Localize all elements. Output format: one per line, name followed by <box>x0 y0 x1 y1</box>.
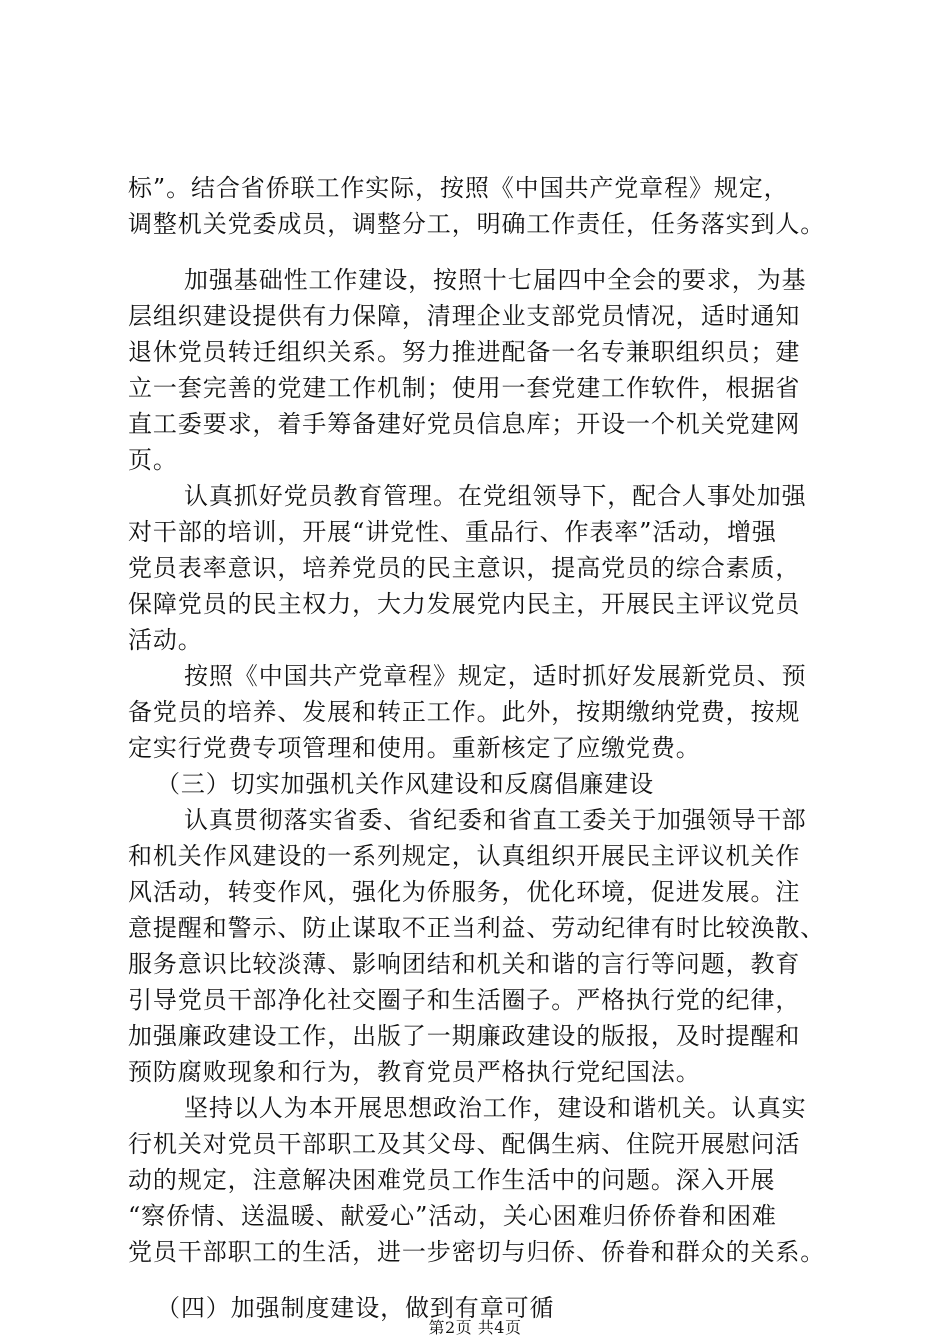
text-line: 页。 <box>128 446 178 474</box>
paragraph-first-line: 加强基础性工作建设，按照十七届四中全会的要求，为基 <box>184 266 807 294</box>
section-heading: （三）切实加强机关作风建设和反腐倡廉建设 <box>156 770 654 798</box>
text-line: 动的规定，注意解决困难党员工作生活中的问题。深入开展 <box>128 1166 776 1194</box>
text-line: 预防腐败现象和行为，教育党员严格执行党纪国法。 <box>128 1058 701 1086</box>
text-line: 退休党员转迁组织关系。努力推进配备一名专兼职组织员；建 <box>128 338 801 366</box>
paragraph-first-line: 认真贯彻落实省委、省纪委和省直工委关于加强领导干部 <box>184 806 807 834</box>
text-line: 行机关对党员干部职工及其父母、配偶生病、住院开展慰问活 <box>128 1130 801 1158</box>
text-line: 引导党员干部净化社交圈子和生活圈子。严格执行党的纪律， <box>128 986 801 1014</box>
text-line: 加强廉政建设工作，出版了一期廉政建设的版报，及时提醒和 <box>128 1022 801 1050</box>
text-line: 服务意识比较淡薄、影响团结和机关和谐的言行等问题，教育 <box>128 950 801 978</box>
text-line: 和机关作风建设的一系列规定，认真组织开展民主评议机关作 <box>128 842 801 870</box>
paragraph-first-line: 按照《中国共产党章程》规定，适时抓好发展新党员、预 <box>184 662 807 690</box>
text-line: 标”。结合省侨联工作实际，按照《中国共产党章程》规定， <box>128 174 789 202</box>
text-line: 备党员的培养、发展和转正工作。此外，按期缴纳党费，按规 <box>128 698 801 726</box>
text-line: 定实行党费专项管理和使用。重新核定了应缴党费。 <box>128 734 701 762</box>
text-line: 对干部的培训，开展“讲党性、重品行、作表率”活动，增强 <box>128 518 777 546</box>
paragraph-first-line: 坚持以人为本开展思想政治工作，建设和谐机关。认真实 <box>184 1094 807 1122</box>
text-line: 意提醒和警示、防止谋取不正当利益、劳动纪律有时比较涣散、 <box>128 914 826 942</box>
text-line: 党员干部职工的生活，进一步密切与归侨、侨眷和群众的关系。 <box>128 1238 826 1266</box>
text-line: 保障党员的民主权力，大力发展党内民主，开展民主评议党员 <box>128 590 801 618</box>
section-heading: （四）加强制度建设，做到有章可循 <box>156 1294 555 1322</box>
text-line: 风活动，转变作风，强化为侨服务，优化环境，促进发展。注 <box>128 878 801 906</box>
text-line: 层组织建设提供有力保障，清理企业支部党员情况，适时通知 <box>128 302 801 330</box>
text-line: “察侨情、送温暖、献爱心”活动，关心困难归侨侨眷和困难 <box>128 1202 777 1230</box>
text-line: 活动。 <box>128 626 203 654</box>
text-line: 立一套完善的党建工作机制；使用一套党建工作软件，根据省 <box>128 374 801 402</box>
paragraph-first-line: 认真抓好党员教育管理。在党组领导下，配合人事处加强 <box>184 482 807 510</box>
page-footer: 第2页 共4页 <box>428 1318 522 1337</box>
text-line: 直工委要求，着手筹备建好党员信息库；开设一个机关党建网 <box>128 410 801 438</box>
text-line: 党员表率意识，培养党员的民主意识，提高党员的综合素质， <box>128 554 801 582</box>
text-line: 调整机关党委成员，调整分工，明确工作责任，任务落实到人。 <box>128 210 826 238</box>
